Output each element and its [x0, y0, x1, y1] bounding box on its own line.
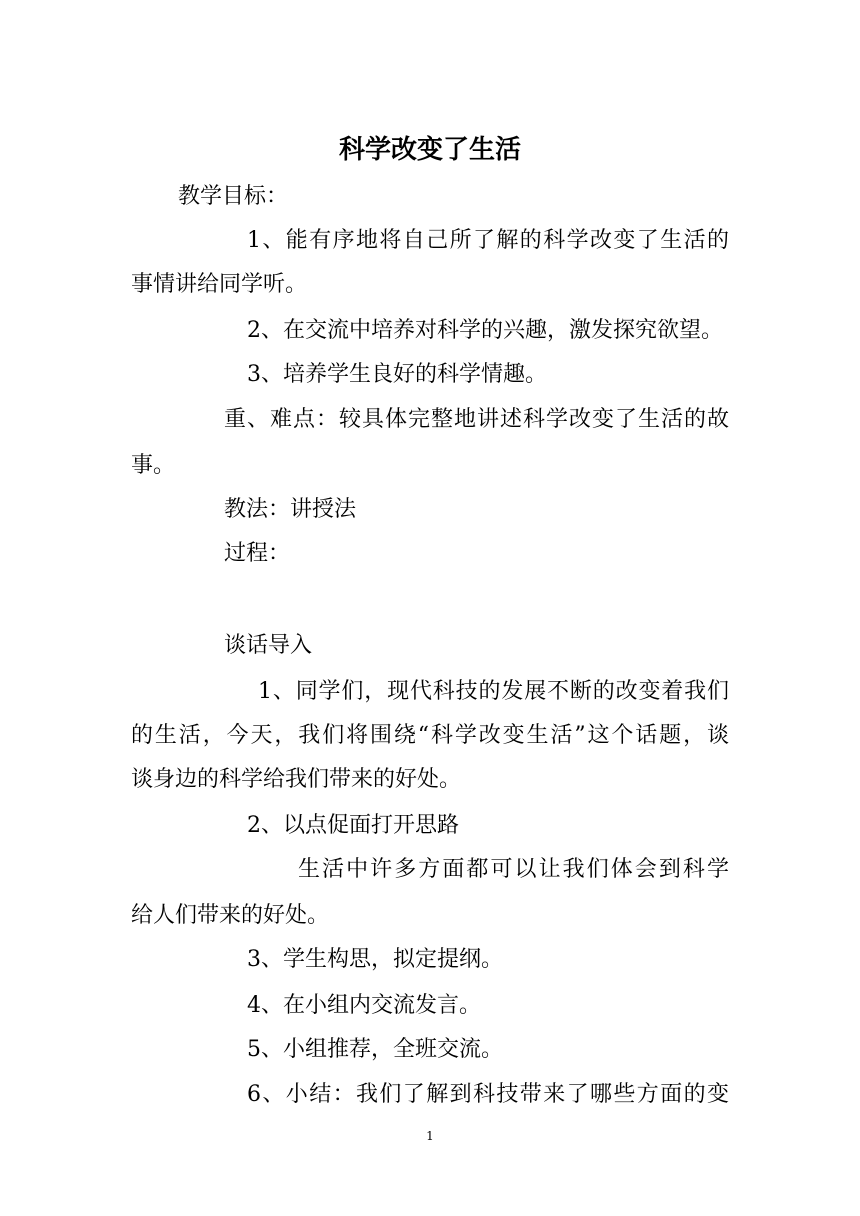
- text-line-goal-3: 3、培养学生良好的科学情趣。: [247, 362, 547, 387]
- text-line-step-4: 4、在小组内交流发言。: [247, 993, 481, 1018]
- document-title: 科学改变了生活: [338, 135, 521, 165]
- text-line-step-1-cont: 的生活，今天，我们将围绕“科学改变生活”这个话题，谈: [131, 723, 729, 748]
- text-line-step-2-detail-cont: 给人们带来的好处。: [131, 903, 330, 928]
- page-number: 1: [426, 1129, 434, 1143]
- text-line-step-2: 2、以点促面打开思路: [247, 813, 459, 838]
- text-line-process: 过程：: [224, 541, 291, 566]
- text-line-step-1: 1、同学们，现代科技的发展不断的改变着我们: [258, 679, 729, 704]
- text-line-step-5: 5、小组推荐，全班交流。: [247, 1037, 503, 1062]
- text-line-step-1-end: 谈身边的科学给我们带来的好处。: [131, 767, 462, 792]
- text-line-goal-1: 1、能有序地将自己所了解的科学改变了生活的: [247, 228, 729, 253]
- text-line-step-6: 6、小结：我们了解到科技带来了哪些方面的变: [247, 1082, 729, 1107]
- text-line-step-2-detail: 生活中许多方面都可以让我们体会到科学: [298, 857, 729, 882]
- text-line-key-points: 重、难点：较具体完整地讲述科学改变了生活的故: [224, 407, 729, 432]
- text-line-intro-heading: 谈话导入: [224, 633, 313, 658]
- text-line-goal-2: 2、在交流中培养对科学的兴趣，激发探究欲望。: [247, 318, 723, 343]
- text-line-teaching-goals: 教学目标：: [178, 184, 289, 209]
- text-line-step-3: 3、学生构思，拟定提纲。: [247, 947, 503, 972]
- text-line-method: 教法：讲授法: [224, 497, 357, 522]
- text-line-key-points-cont: 事。: [131, 453, 176, 478]
- text-line-goal-1-cont: 事情讲给同学听。: [131, 272, 308, 297]
